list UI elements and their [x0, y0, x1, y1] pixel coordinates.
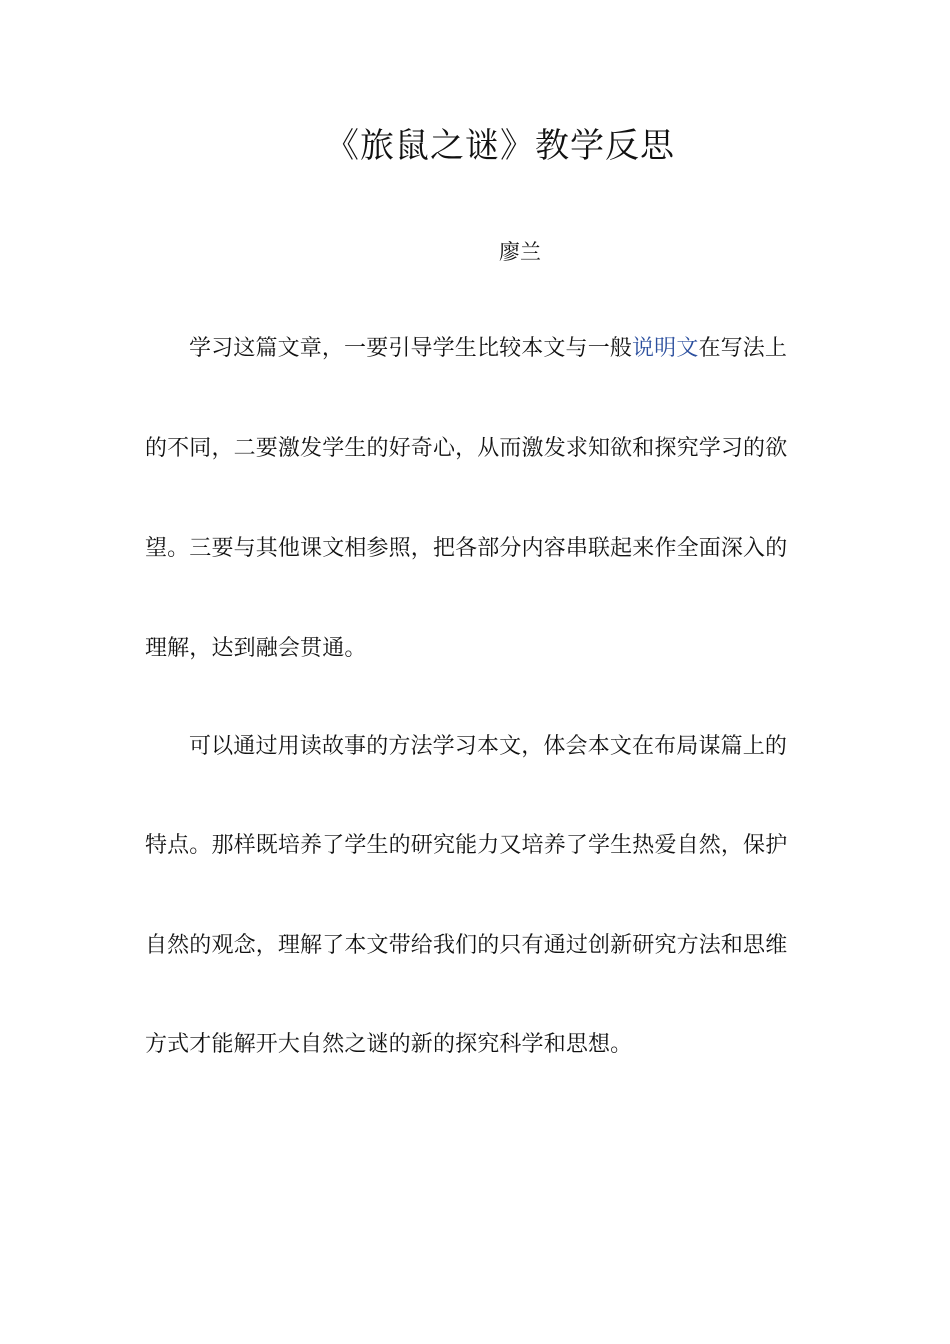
paragraph-1-line-3: 望。三要与其他课文相参照，把各部分内容串联起来作全面深入的	[145, 536, 788, 561]
paragraph-1-line-4: 理解，达到融会贯通。	[145, 636, 367, 661]
paragraph-2-line-4: 方式才能解开大自然之谜的新的探究科学和思想。	[145, 1032, 633, 1057]
paragraph-2-line-2: 特点。那样既培养了学生的研究能力又培养了学生热爱自然，保护	[145, 833, 788, 858]
author-name: 廖兰	[499, 240, 541, 264]
paragraph-1-text-before-link: 学习这篇文章，一要引导学生比较本文与一般	[189, 336, 633, 361]
paragraph-1-line-1	[189, 334, 787, 364]
paragraph-1-text-after-link: 在写法上	[698, 336, 788, 361]
paragraph-1-line-2: 的不同，二要激发学生的好奇心，从而激发求知欲和探究学习的欲	[145, 436, 788, 461]
paragraph-2-line-3: 自然的观念，理解了本文带给我们的只有通过创新研究方法和思维	[145, 933, 788, 958]
explanatory-text-link[interactable]: 说明文	[632, 336, 699, 361]
document-title: 《旅鼠之谜》教学反思	[325, 126, 675, 166]
paragraph-2-line-1: 可以通过用读故事的方法学习本文，体会本文在布局谋篇上的	[189, 734, 788, 759]
